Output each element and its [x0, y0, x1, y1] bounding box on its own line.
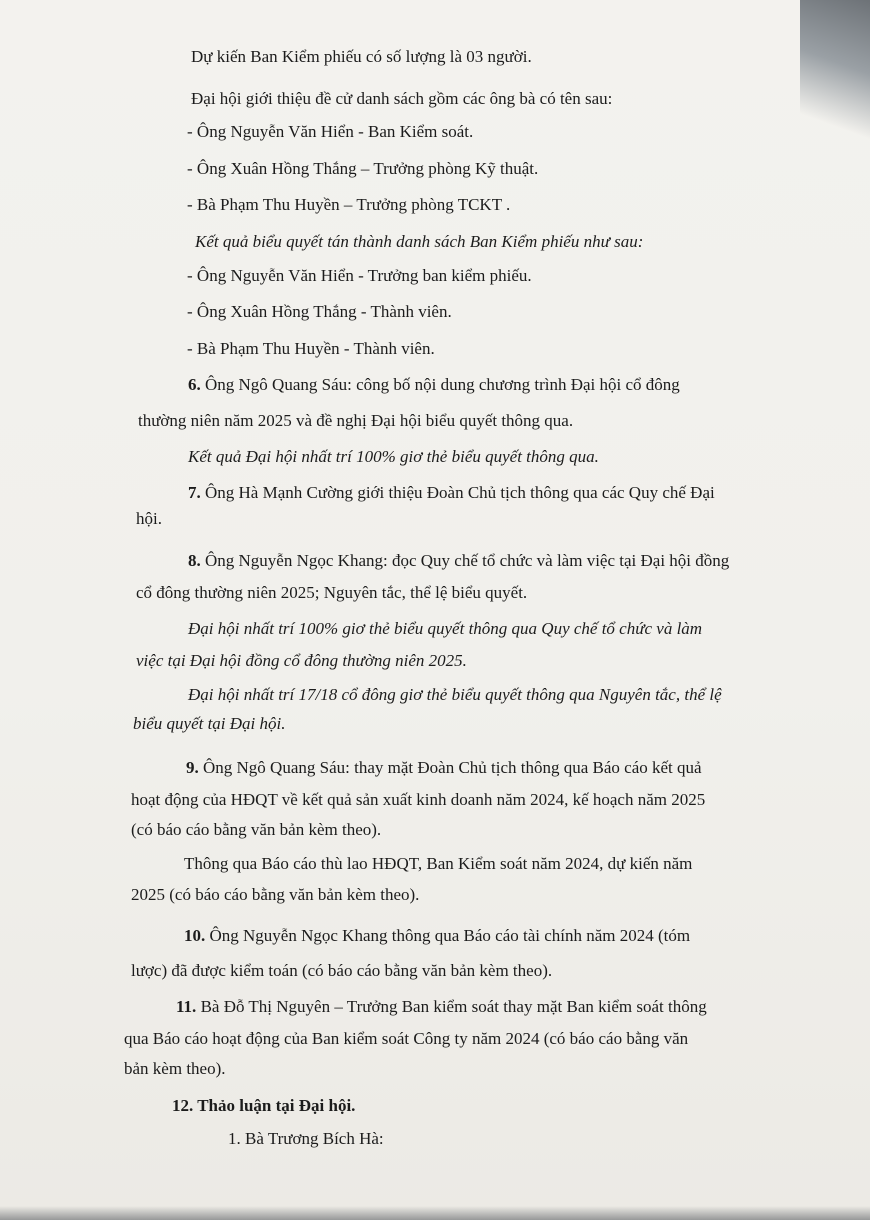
paragraph-text: giới thiệu Đoàn Chủ tịch thông qua các Quy chế Đại [357, 483, 715, 502]
paragraph-10-first-line [184, 925, 690, 947]
paragraph-text: đọc Quy chế tổ chức và làm việc tại Đại hội đồng [391, 551, 730, 570]
list-item: - Bà Phạm Thu Huyền - Thành viên. [187, 339, 435, 358]
item-number: 10. [184, 926, 206, 945]
text-line: Thông qua Báo cáo thù lao HĐQT, Ban Kiểm soát năm 2024, dự kiến năm [184, 854, 693, 873]
speaker: Ông Nguyễn Ngọc Khang [209, 926, 388, 945]
result-line: việc tại Đại hội đồng cổ đông thường niên 2025. [136, 651, 467, 670]
speaker: Ông Hà Mạnh Cường [205, 483, 354, 502]
item-number: 9. [186, 758, 199, 777]
text-line: bản kèm theo). [124, 1059, 226, 1078]
item-number: 7. [188, 483, 201, 502]
list-item: - Ông Xuân Hồng Thắng – Trưởng phòng Kỹ thuật. [187, 159, 539, 178]
page-corner-shadow [800, 0, 870, 160]
page-bottom-shadow [0, 1206, 870, 1220]
paragraph-9-first-line [186, 757, 702, 779]
paragraph-7-first-line [188, 482, 715, 504]
paragraph-8-first-line [188, 550, 729, 572]
text-line: cổ đông thường niên 2025; Nguyên tắc, thể lệ biểu quyết. [136, 583, 528, 602]
paragraph-11-first-line [176, 996, 707, 1018]
result-line: Đại hội nhất trí 17/18 cổ đông giơ thẻ biểu quyết thông qua Nguyên tắc, thể lệ [188, 685, 722, 704]
text-line: 2025 (có báo cáo bằng văn bản kèm theo). [131, 885, 420, 904]
result-line: Kết quả biểu quyết tán thành danh sách Ban Kiểm phiếu như sau: [195, 232, 644, 251]
list-item: - Ông Nguyễn Văn Hiển - Trưởng ban kiểm phiếu. [187, 266, 532, 285]
item-number: 8. [188, 551, 201, 570]
item-number: 11. [176, 997, 197, 1016]
paragraph-text: thông qua Báo cáo tài chính năm 2024 (tóm [391, 926, 691, 945]
result-line: Đại hội nhất trí 100% giơ thẻ biểu quyết thông qua Quy chế tổ chức và làm [188, 619, 703, 638]
paragraph-text: – Trưởng Ban kiểm soát thay mặt Ban kiểm soát thông [334, 997, 707, 1016]
speaker: Ông Nguyễn Ngọc Khang: [205, 551, 388, 570]
list-item: - Bà Phạm Thu Huyền – Trưởng phòng TCKT . [187, 195, 511, 214]
text-line: qua Báo cáo hoạt động của Ban kiểm soát Công ty năm 2024 (có báo cáo bằng văn [124, 1029, 689, 1048]
paragraph-text: thay mặt Đoàn Chủ tịch thông qua Báo cáo kết quả [354, 758, 702, 777]
section-heading: 12. Thảo luận tại Đại hội. [172, 1096, 356, 1115]
paragraph-6-first-line [188, 374, 680, 396]
speaker: Ông Ngô Quang Sáu: [205, 375, 352, 394]
text-line: Đại hội giới thiệu đề cử danh sách gồm các ông bà có tên sau: [191, 89, 613, 108]
result-line: biểu quyết tại Đại hội. [133, 714, 286, 733]
item-number: 6. [188, 375, 201, 394]
paragraph-text: công bố nội dung chương trình Đại hội cổ đông [356, 375, 680, 394]
text-line: thường niên năm 2025 và đề nghị Đại hội biểu quyết thông qua. [138, 411, 574, 430]
text-line: Dự kiến Ban Kiểm phiếu có số lượng là 03 người. [191, 47, 532, 66]
speaker: Ông Ngô Quang Sáu: [203, 758, 350, 777]
result-line: Kết quả Đại hội nhất trí 100% giơ thẻ biểu quyết thông qua. [188, 447, 599, 466]
text-line: hoạt động của HĐQT về kết quả sản xuất kinh doanh năm 2024, kế hoạch năm 2025 [131, 790, 706, 809]
speaker: Bà Đỗ Thị Nguyên [200, 997, 331, 1016]
list-item: - Ông Xuân Hồng Thắng - Thành viên. [187, 302, 452, 321]
list-item: - Ông Nguyễn Văn Hiển - Ban Kiểm soát. [187, 122, 474, 141]
text-line: hội. [136, 509, 162, 528]
sub-item: 1. Bà Trương Bích Hà: [228, 1129, 384, 1148]
text-line: lược) đã được kiểm toán (có báo cáo bằng văn bản kèm theo). [131, 961, 553, 980]
text-line: (có báo cáo bằng văn bản kèm theo). [131, 820, 382, 839]
